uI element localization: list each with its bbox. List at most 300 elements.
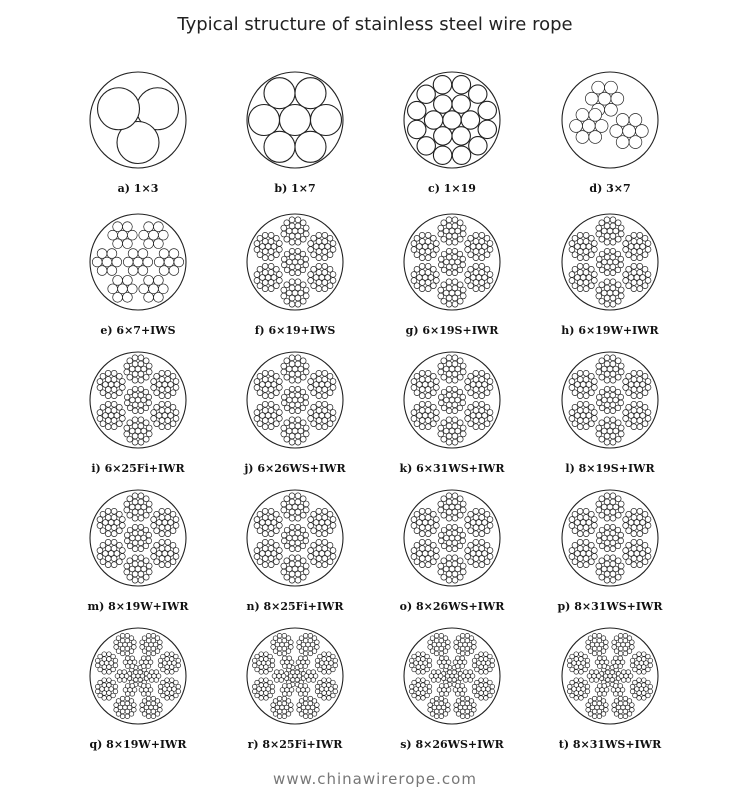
wire bbox=[599, 420, 605, 426]
wire bbox=[100, 373, 106, 379]
wire bbox=[468, 252, 474, 258]
wire bbox=[105, 546, 111, 552]
wire bbox=[303, 400, 309, 406]
wire bbox=[289, 392, 295, 398]
wire bbox=[311, 373, 317, 379]
wire bbox=[479, 377, 485, 383]
wire bbox=[287, 656, 292, 661]
wire bbox=[311, 559, 317, 565]
wire bbox=[430, 235, 436, 241]
wire bbox=[300, 496, 306, 502]
rope-item-d bbox=[520, 70, 700, 210]
wire bbox=[618, 225, 624, 231]
wire bbox=[452, 499, 458, 505]
wire bbox=[438, 563, 444, 569]
wire bbox=[330, 272, 336, 278]
wire bbox=[254, 523, 260, 529]
wire bbox=[273, 390, 279, 396]
wire bbox=[113, 239, 123, 249]
wire bbox=[576, 131, 589, 144]
wire bbox=[577, 270, 583, 276]
wire bbox=[572, 390, 578, 396]
wire bbox=[128, 266, 138, 276]
wire bbox=[460, 532, 466, 538]
wire bbox=[419, 255, 425, 261]
wire bbox=[623, 241, 629, 247]
wire bbox=[577, 370, 583, 376]
rope-caption-m: m) 8×19W+IWR bbox=[87, 600, 189, 613]
wire bbox=[642, 542, 648, 548]
wire bbox=[127, 558, 133, 564]
wire bbox=[119, 416, 125, 422]
wire bbox=[446, 270, 452, 276]
wire bbox=[618, 400, 624, 406]
wire bbox=[303, 394, 309, 400]
wire bbox=[132, 499, 138, 505]
wire bbox=[102, 652, 107, 657]
wire bbox=[610, 279, 616, 285]
wire bbox=[452, 386, 458, 392]
wire bbox=[249, 105, 280, 136]
wire bbox=[457, 574, 463, 580]
wire bbox=[173, 548, 179, 554]
wire bbox=[262, 255, 268, 261]
wire bbox=[262, 546, 268, 552]
wire bbox=[596, 231, 602, 237]
wire bbox=[604, 355, 610, 361]
wire bbox=[567, 689, 572, 694]
rope-caption-d: d) 3×7 bbox=[589, 182, 631, 195]
wire bbox=[326, 665, 331, 670]
wire bbox=[119, 548, 125, 554]
wire bbox=[143, 257, 153, 267]
wire bbox=[583, 286, 589, 292]
wire bbox=[439, 701, 444, 706]
wire bbox=[434, 638, 439, 643]
wire bbox=[468, 404, 474, 410]
wire bbox=[102, 257, 112, 267]
wire bbox=[448, 670, 452, 674]
wire bbox=[284, 298, 290, 304]
wire bbox=[295, 248, 301, 254]
wire bbox=[322, 515, 328, 521]
wire bbox=[107, 665, 112, 670]
wire bbox=[139, 284, 149, 294]
wire bbox=[111, 393, 117, 399]
wire bbox=[433, 247, 439, 253]
wire bbox=[425, 239, 431, 245]
wire bbox=[591, 272, 597, 278]
wire bbox=[289, 217, 295, 223]
wire bbox=[591, 247, 597, 253]
wire bbox=[151, 638, 156, 643]
wire bbox=[287, 692, 292, 697]
wire bbox=[433, 548, 439, 554]
wire bbox=[460, 293, 466, 299]
wire bbox=[642, 421, 648, 427]
wire bbox=[295, 264, 301, 270]
wire bbox=[146, 507, 152, 513]
wire bbox=[311, 252, 317, 258]
wire bbox=[289, 515, 295, 521]
wire bbox=[409, 663, 414, 668]
wire bbox=[610, 408, 616, 414]
wire bbox=[268, 424, 274, 430]
wire bbox=[597, 714, 602, 719]
wire bbox=[604, 377, 610, 383]
wire bbox=[124, 501, 130, 507]
wire bbox=[140, 645, 145, 650]
wire bbox=[438, 425, 444, 431]
wire bbox=[268, 546, 274, 552]
wire bbox=[631, 424, 637, 430]
rope-item-t bbox=[520, 626, 700, 766]
wire bbox=[138, 355, 144, 361]
wire bbox=[138, 433, 144, 439]
rope-cross-section-r bbox=[245, 626, 345, 726]
wire bbox=[425, 546, 431, 552]
wire bbox=[574, 683, 579, 688]
wire bbox=[618, 256, 624, 262]
wire bbox=[478, 120, 496, 138]
wire bbox=[151, 523, 157, 529]
wire bbox=[316, 539, 322, 545]
wire bbox=[468, 266, 474, 272]
wire bbox=[457, 558, 463, 564]
wire bbox=[149, 284, 159, 294]
wire bbox=[281, 231, 287, 237]
wire bbox=[327, 373, 333, 379]
wire bbox=[289, 499, 295, 505]
footer-url[interactable]: www.chinawirerope.com bbox=[273, 770, 477, 788]
wire bbox=[308, 272, 314, 278]
wire bbox=[468, 670, 473, 675]
wire bbox=[484, 390, 490, 396]
wire bbox=[257, 252, 263, 258]
wire bbox=[303, 507, 309, 513]
wire bbox=[132, 577, 138, 583]
wire bbox=[170, 404, 176, 410]
wire bbox=[306, 670, 311, 675]
wire bbox=[610, 439, 616, 445]
wire bbox=[113, 292, 123, 302]
wire bbox=[460, 633, 465, 638]
wire bbox=[463, 670, 468, 675]
wire bbox=[425, 280, 431, 286]
wire bbox=[596, 400, 602, 406]
wire bbox=[143, 358, 149, 364]
wire bbox=[289, 223, 295, 229]
wire bbox=[487, 379, 493, 385]
wire bbox=[409, 689, 414, 694]
wire bbox=[569, 554, 575, 560]
wire bbox=[583, 370, 589, 376]
wire bbox=[303, 363, 309, 369]
wire bbox=[282, 646, 287, 651]
rope-caption-c: c) 1×19 bbox=[428, 182, 476, 195]
wire bbox=[316, 232, 322, 238]
wire bbox=[295, 254, 301, 260]
wire bbox=[618, 262, 624, 268]
wire bbox=[169, 683, 174, 688]
wire bbox=[143, 405, 149, 411]
wire bbox=[473, 515, 479, 521]
wire bbox=[446, 417, 452, 423]
wire bbox=[111, 525, 117, 531]
wire bbox=[465, 385, 471, 391]
wire bbox=[119, 554, 125, 560]
wire bbox=[295, 377, 301, 383]
wire bbox=[268, 393, 274, 399]
wire bbox=[594, 678, 599, 683]
wire bbox=[452, 577, 458, 583]
wire bbox=[165, 562, 171, 568]
wire bbox=[577, 263, 583, 269]
wire bbox=[119, 410, 125, 416]
wire bbox=[330, 554, 336, 560]
wire bbox=[623, 709, 628, 714]
wire bbox=[169, 266, 179, 276]
wire bbox=[254, 241, 260, 247]
wire bbox=[441, 220, 447, 226]
wire bbox=[276, 416, 282, 422]
wire bbox=[151, 385, 157, 391]
wire bbox=[583, 280, 589, 286]
wire bbox=[281, 363, 287, 369]
rope-caption-n: n) 8×25Fi+IWR bbox=[246, 600, 344, 613]
wire bbox=[281, 538, 287, 544]
wire bbox=[439, 646, 444, 651]
wire bbox=[419, 263, 425, 269]
rope-cross-section-l bbox=[560, 350, 660, 450]
wire bbox=[457, 267, 463, 273]
wire bbox=[473, 562, 479, 568]
wire bbox=[444, 664, 449, 669]
wire bbox=[598, 92, 611, 105]
wire bbox=[436, 678, 441, 683]
wire bbox=[143, 574, 149, 580]
wire bbox=[483, 691, 488, 696]
wire bbox=[599, 298, 605, 304]
wire bbox=[596, 225, 602, 231]
wire bbox=[170, 390, 176, 396]
wire bbox=[100, 559, 106, 565]
wire bbox=[143, 527, 149, 533]
wire bbox=[588, 511, 594, 517]
wire bbox=[146, 400, 152, 406]
wire bbox=[308, 416, 314, 422]
wire bbox=[574, 678, 579, 683]
wire bbox=[95, 663, 100, 668]
wire bbox=[631, 515, 637, 521]
wire bbox=[441, 374, 447, 380]
wire bbox=[596, 532, 602, 538]
wire bbox=[579, 665, 584, 670]
wire bbox=[591, 241, 597, 247]
wire bbox=[572, 283, 578, 289]
wire bbox=[425, 539, 431, 545]
wire bbox=[107, 683, 112, 688]
wire bbox=[623, 125, 636, 138]
wire bbox=[637, 393, 643, 399]
wire bbox=[276, 548, 282, 554]
wire bbox=[618, 532, 624, 538]
wire bbox=[97, 385, 103, 391]
wire bbox=[114, 708, 119, 713]
wire bbox=[452, 239, 458, 245]
wire bbox=[425, 393, 431, 399]
wire bbox=[626, 390, 632, 396]
wire bbox=[642, 266, 648, 272]
wire bbox=[637, 508, 643, 514]
wire bbox=[425, 286, 431, 292]
wire bbox=[111, 408, 117, 414]
wire bbox=[610, 270, 616, 276]
wire bbox=[615, 389, 621, 395]
wire bbox=[276, 278, 282, 284]
wire bbox=[268, 232, 274, 238]
wire bbox=[111, 546, 117, 552]
wire bbox=[479, 539, 485, 545]
wire bbox=[623, 548, 629, 554]
wire bbox=[623, 517, 629, 523]
wire bbox=[583, 508, 589, 514]
wire bbox=[322, 255, 328, 261]
wire bbox=[322, 280, 328, 286]
wire bbox=[303, 638, 308, 643]
wire bbox=[113, 658, 118, 663]
wire bbox=[414, 528, 420, 534]
wire bbox=[268, 539, 274, 545]
wire bbox=[483, 683, 488, 688]
wire bbox=[108, 284, 118, 294]
wire bbox=[591, 278, 597, 284]
wire bbox=[465, 416, 471, 422]
wire bbox=[569, 241, 575, 247]
wire bbox=[610, 402, 616, 408]
wire bbox=[597, 684, 602, 689]
wire bbox=[144, 239, 154, 249]
wire bbox=[610, 493, 616, 499]
wire bbox=[303, 231, 309, 237]
wire bbox=[452, 402, 458, 408]
wire bbox=[330, 241, 336, 247]
wire bbox=[268, 270, 274, 276]
wire bbox=[257, 528, 263, 534]
wire bbox=[460, 225, 466, 231]
wire bbox=[300, 267, 306, 273]
wire bbox=[425, 370, 431, 376]
wire bbox=[421, 696, 426, 701]
wire bbox=[116, 559, 122, 565]
wire bbox=[438, 431, 444, 437]
wire bbox=[262, 401, 268, 407]
wire bbox=[149, 230, 159, 240]
wire bbox=[441, 405, 447, 411]
wire bbox=[143, 543, 149, 549]
wire bbox=[446, 239, 452, 245]
wire bbox=[330, 379, 336, 385]
wire bbox=[273, 373, 279, 379]
wire bbox=[257, 373, 263, 379]
wire bbox=[615, 298, 621, 304]
wire bbox=[604, 270, 610, 276]
wire bbox=[446, 439, 452, 445]
wire bbox=[111, 424, 117, 430]
wire bbox=[425, 562, 431, 568]
wire bbox=[107, 657, 112, 662]
wire bbox=[327, 670, 332, 675]
wire bbox=[599, 512, 605, 518]
wire bbox=[579, 691, 584, 696]
wire bbox=[585, 684, 590, 689]
rope-item-f bbox=[205, 212, 385, 352]
wire bbox=[604, 217, 610, 223]
wire bbox=[281, 563, 287, 569]
wire bbox=[465, 709, 470, 714]
wire bbox=[604, 703, 609, 708]
wire bbox=[610, 678, 614, 682]
wire bbox=[295, 571, 301, 577]
wire bbox=[252, 663, 257, 668]
wire bbox=[333, 684, 338, 689]
wire bbox=[618, 638, 623, 643]
wire bbox=[483, 657, 488, 662]
wire bbox=[119, 517, 125, 523]
wire bbox=[465, 241, 471, 247]
wire bbox=[472, 703, 477, 708]
wire bbox=[411, 548, 417, 554]
wire bbox=[626, 678, 631, 683]
wire bbox=[154, 390, 160, 396]
wire bbox=[610, 301, 616, 307]
wire bbox=[419, 539, 425, 545]
wire bbox=[411, 554, 417, 560]
wire bbox=[111, 539, 117, 545]
wire bbox=[257, 511, 263, 517]
wire bbox=[268, 370, 274, 376]
wire bbox=[615, 574, 621, 580]
wire bbox=[132, 515, 138, 521]
wire bbox=[421, 657, 426, 662]
wire bbox=[268, 249, 274, 255]
wire bbox=[604, 561, 610, 567]
wire bbox=[282, 684, 287, 689]
wire bbox=[623, 385, 629, 391]
wire bbox=[327, 421, 333, 427]
wire bbox=[414, 511, 420, 517]
wire bbox=[425, 556, 431, 562]
wire bbox=[615, 282, 621, 288]
wire bbox=[430, 559, 436, 565]
wire bbox=[446, 561, 452, 567]
wire bbox=[289, 361, 295, 367]
wire bbox=[300, 282, 306, 288]
wire bbox=[159, 539, 165, 545]
wire bbox=[322, 678, 327, 683]
wire bbox=[105, 515, 111, 521]
wire bbox=[572, 404, 578, 410]
wire bbox=[460, 363, 466, 369]
wire bbox=[311, 283, 317, 289]
wire bbox=[111, 418, 117, 424]
rope-item-r bbox=[205, 626, 385, 766]
wire bbox=[577, 515, 583, 521]
wire bbox=[645, 272, 651, 278]
wire bbox=[452, 530, 458, 536]
wire bbox=[281, 262, 287, 268]
wire bbox=[490, 684, 495, 689]
